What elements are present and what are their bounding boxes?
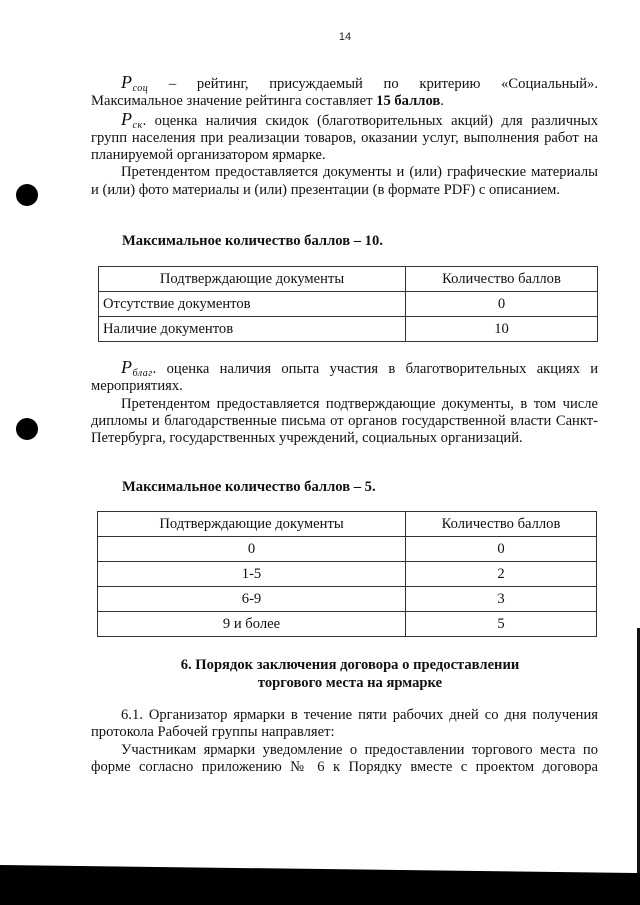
table-header-row — [98, 512, 597, 537]
p-soc-variable: $P_{соц}$ — [121, 72, 149, 94]
table-header-cell: Подтверждающие документы — [98, 512, 406, 537]
p-sk-docs-paragraph: Претендентом предоставляется документы и (или) графические материалы и (или) фото материалы и (или) презентации (в формате PDF) с описанием. — [91, 164, 598, 198]
punch-hole-icon — [16, 418, 38, 440]
section-6-body — [91, 707, 598, 776]
table-cell: 1-5 — [98, 562, 406, 587]
table-cell: 3 — [406, 587, 597, 612]
section-6-heading-line1: 6. Порядок заключения договора о предоставлении — [180, 657, 520, 673]
table-cell: Наличие документов — [99, 317, 406, 342]
table-cell: 9 и более — [98, 612, 406, 637]
p-blag-text: . оценка наличия опыта участия в благотворительных акциях и мероприятиях. — [91, 361, 598, 395]
p-sk-text: . оценка наличия скидок (благотворительных акций) для различных групп населения при реализации товаров, оказании услуг, выполнения работ на планируемой организатором ярмарке. — [91, 112, 598, 164]
section-6-heading-line2: торгового места на ярмарке — [257, 674, 443, 691]
table-header-cell: Подтверждающие документы — [99, 267, 406, 292]
page-number: 14 — [338, 31, 352, 43]
social-criterion-block — [91, 74, 598, 199]
section-6-heading — [80, 657, 620, 692]
table-cell: 2 — [406, 562, 597, 587]
table-cell: 5 — [406, 612, 597, 637]
charity-criterion-block — [91, 359, 598, 447]
p-blag-variable: $P_{благ}$ — [121, 357, 153, 379]
max-points-heading-1: Максимальное количество баллов – 10. — [122, 233, 383, 249]
table-row — [98, 537, 597, 562]
p-soc-line2: Максимальное значение рейтинга составляет 15 баллов. — [91, 93, 444, 110]
p-soc-line1 — [91, 74, 598, 93]
table-cell: 0 — [98, 537, 406, 562]
table-cell: 6-9 — [98, 587, 406, 612]
p-sk-paragraph — [91, 108, 598, 165]
paragraph-6-1: 6.1. Организатор ярмарки в течение пяти рабочих дней со дня получения протокола Рабочей группы направляет: — [91, 707, 598, 741]
table-row — [98, 612, 597, 637]
table-header-cell: Количество баллов — [406, 267, 598, 292]
table-cell: 0 — [406, 292, 598, 317]
table-cell: Отсутствие документов — [99, 292, 406, 317]
table-header-cell: Количество баллов — [406, 512, 597, 537]
p-sk-variable: $P_{ск}$ — [121, 108, 143, 131]
table-row — [99, 292, 598, 317]
punch-hole-icon — [16, 184, 38, 206]
points-table-2 — [97, 511, 597, 637]
max-rating-value: 15 баллов — [376, 93, 441, 110]
table-cell: 10 — [406, 317, 598, 342]
p-blag-docs-paragraph: Претендентом предоставляется подтверждающие документы, в том числе дипломы и благодарственные письма от органов государственной власти Санкт-Петербурга, государственных учреждений, социальных организаций. — [91, 395, 598, 447]
paragraph-6-1-continued: Участникам ярмарки уведомление о предоставлении торгового места по форме согласно приложению № 6 к Порядку вместе с проектом договора — [91, 741, 598, 775]
table-header-row — [99, 267, 598, 292]
table-cell: 0 — [406, 537, 597, 562]
p-soc-text: – рейтинг, присуждаемый по критерию «Социальный». — [168, 76, 598, 92]
scan-bottom-band — [0, 865, 640, 905]
table-row — [98, 587, 597, 612]
table-row — [99, 317, 598, 342]
max-points-heading-2: Максимальное количество баллов – 5. — [122, 479, 376, 495]
points-table-1 — [98, 266, 598, 342]
table-row — [98, 562, 597, 587]
p-blag-paragraph — [91, 359, 598, 396]
